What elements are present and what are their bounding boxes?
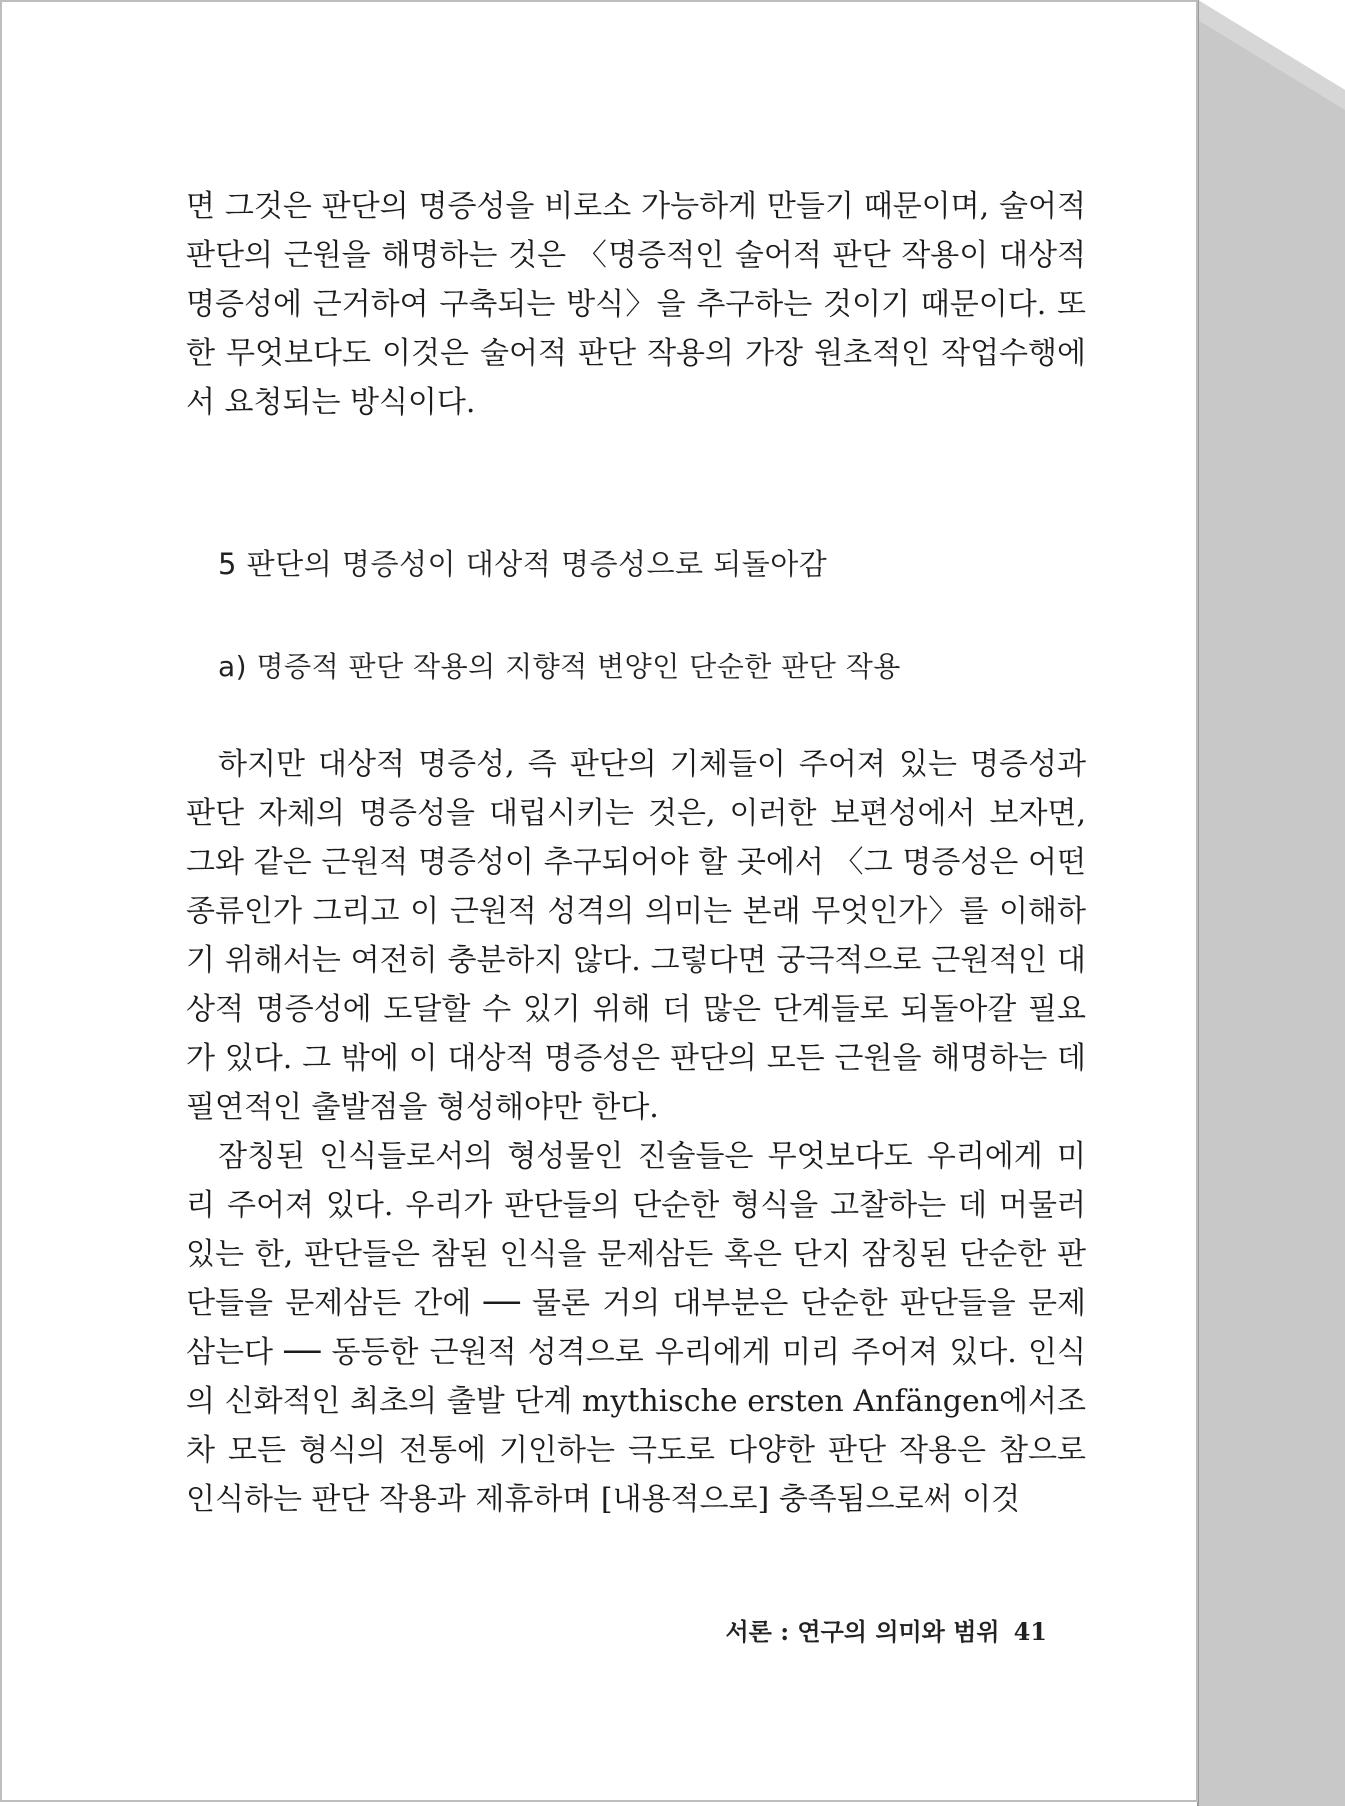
body-paragraph-1: 하지만 대상적 명증성, 즉 판단의 기체들이 주어져 있는 명증성과 판단 자체의 명증성을 대립시키는 것은, 이러한 보편성에서 보자면, 그와 같은 근원적 명증성이 추구되어야 할 곳에서 〈그 명증성은 어떤 종류인가 그리고 이 근원적 성격의 의미는 본래 무엇인가〉를 이해하기 위해서는 여전히 충분하지 않다. 그렇다면 궁극적으로 근원적인 대상적 명증성에 도달할 수 있기 위해 더 많은 단계들로 되돌아갈 필요가 있다. 그 밖에 이 대상적 명증성은 판단의 모든 근원을 해명하는 데 필연적인 출발점을 형성해야만 한다. [186, 747, 1086, 1125]
running-title: 서론 : 연구의 의미와 범위 [725, 1617, 1000, 1646]
page-footer [702, 1612, 1047, 1647]
sub-heading: a) 명증적 판단 작용의 지향적 변양인 단순한 판단 작용 [218, 650, 901, 683]
body-text-block [186, 740, 1086, 1524]
section-heading: 5 판단의 명증성이 대상적 명증성으로 되돌아감 [218, 547, 828, 581]
body-paragraph-2: 잠칭된 인식들로서의 형성물인 진술들은 무엇보다도 우리에게 미리 주어져 있다. 우리가 판단들의 단순한 형식을 고찰하는 데 머물러 있는 한, 판단들은 참된 인식을 문제삼든 혹은 단지 잠칭된 단순한 판단들을 문제삼든 간에 ── 물론 거의 대부분은 단순한 판단들을 문제삼는다 ── 동등한 근원적 성격으로 우리에게 미리 주어져 있다. 인식의 신화적인 최초의 출발 단계 mythische ersten Anfängen에서조차 모든 형식의 전통에 기인하는 극도로 다양한 판단 작용은 참으로 인식하는 판단 작용과 제휴하며 [내용적으로] 충족됨으로써 이것 [186, 1139, 1086, 1517]
page-number: 41 [1013, 1617, 1047, 1646]
intro-text-block [186, 182, 1086, 427]
intro-paragraph: 면 그것은 판단의 명증성을 비로소 가능하게 만들기 때문이며, 술어적 판단의 근원을 해명하는 것은 〈명증적인 술어적 판단 작용이 대상적 명증성에 근거하여 구축되는 방식〉을 추구하는 것이기 때문이다. 또한 무엇보다도 이것은 술어적 판단 작용의 가장 원초적인 작업수행에서 요청되는 방식이다. [186, 189, 1086, 420]
